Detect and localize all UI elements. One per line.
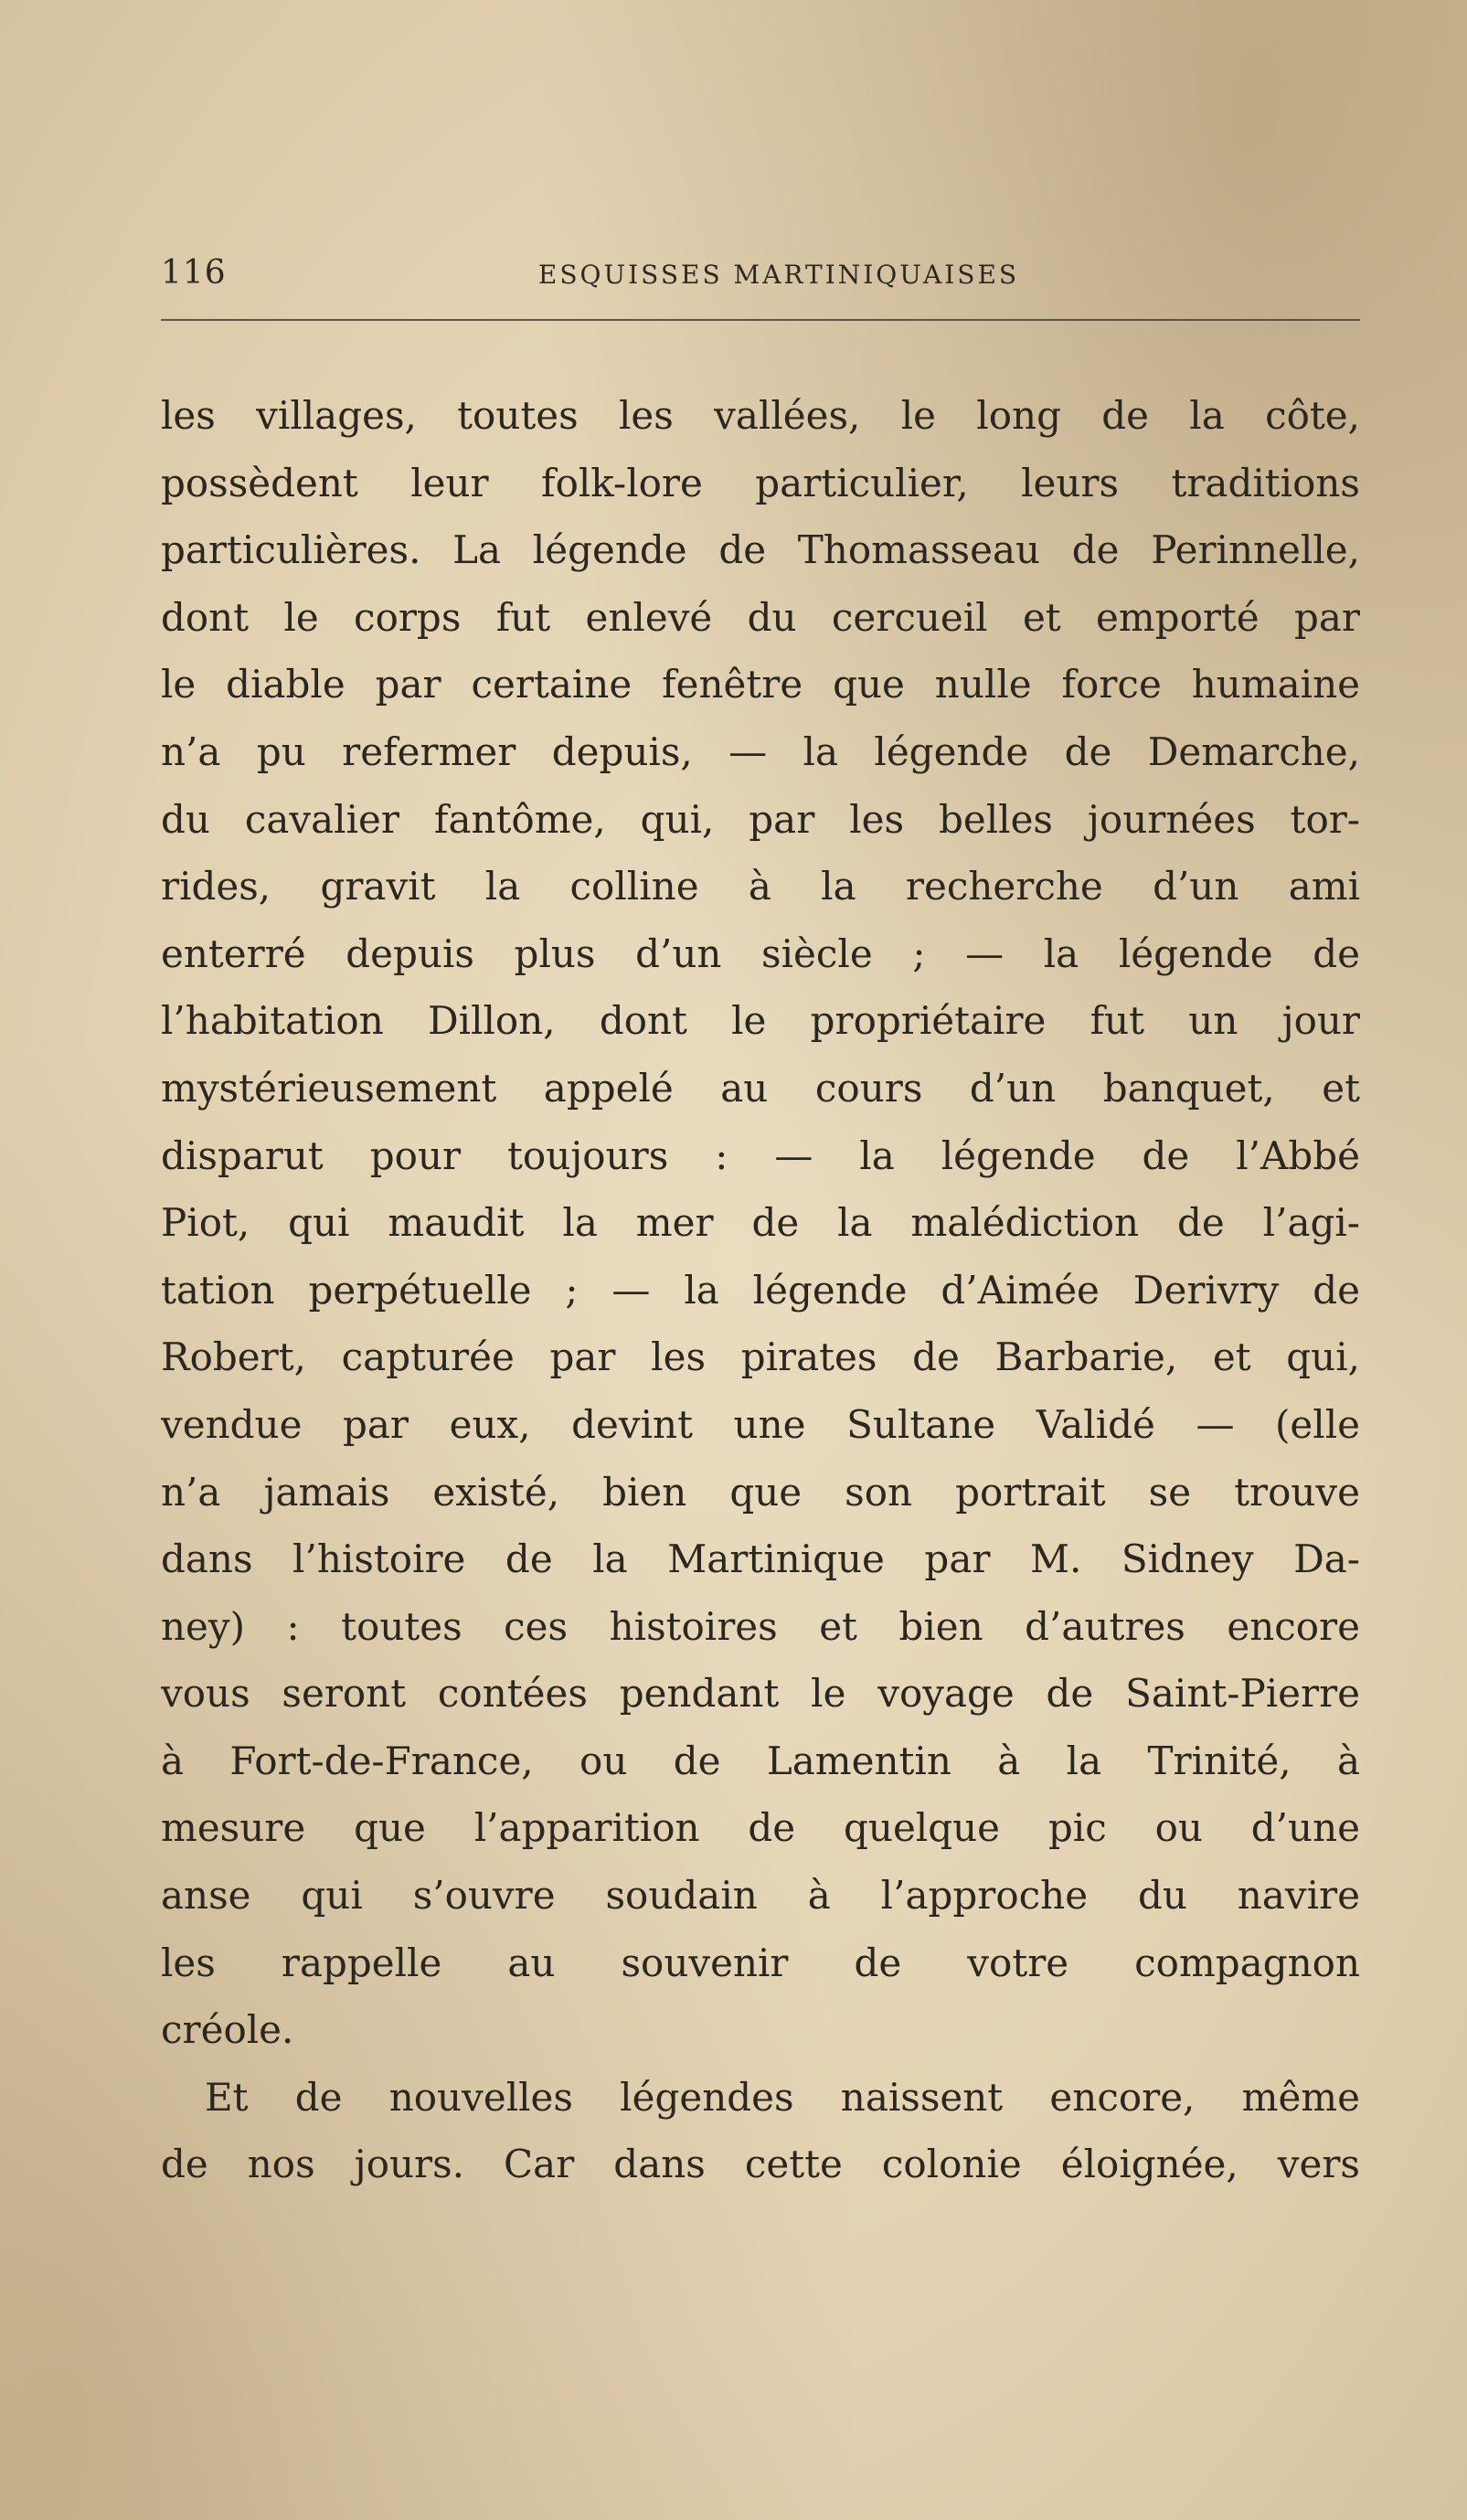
text-line: du cavalier fantôme, qui, par les belles journées tor-	[161, 796, 1360, 842]
text-line: possèdent leur folk-lore particulier, leurs traditions	[161, 460, 1360, 505]
text-line: disparut pour toujours : — la légende de l’Abbé	[161, 1132, 1360, 1178]
page-number: 116	[161, 254, 227, 292]
text-line: Piot, qui maudit la mer de la malédiction de l’agi-	[161, 1200, 1360, 1246]
text-line: n’a jamais existé, bien que son portrait se trouve	[161, 1469, 1360, 1515]
text-line: enterré depuis plus d’un siècle ; — la légende de	[161, 930, 1360, 976]
body-text	[161, 382, 1360, 2198]
text-line: dont le corps fut enlevé du cercueil et emporté par	[161, 594, 1360, 640]
text-line: à Fort-de-France, ou de Lamentin à la Trinité, à	[161, 1738, 1360, 1783]
text-line: vendue par eux, devint une Sultane Validé — (elle	[161, 1401, 1360, 1447]
running-head	[161, 254, 1360, 300]
text-line: l’habitation Dillon, dont le propriétaire fut un jour	[161, 998, 1360, 1044]
text-line: tation perpétuelle ; — la légende d’Aimée Derivry de	[161, 1267, 1360, 1313]
text-line: ney) : toutes ces histoires et bien d’autres encore	[161, 1603, 1360, 1649]
text-line: créole.	[161, 2007, 294, 2053]
text-line: le diable par certaine fenêtre que nulle force humaine	[161, 662, 1360, 707]
text-line: anse qui s’ouvre soudain à l’approche du navire	[161, 1873, 1360, 1919]
text-line: Et de nouvelles légendes naissent encore, même	[205, 2074, 1360, 2120]
header-rule	[161, 319, 1360, 321]
text-line: vous seront contées pendant le voyage de Saint-Pierre	[161, 1671, 1360, 1717]
text-line: les rappelle au souvenir de votre compagnon	[161, 1940, 1360, 1985]
text-line: n’a pu refermer depuis, — la légende de Demarche,	[161, 728, 1360, 774]
text-line: Robert, capturée par les pirates de Barbarie, et qui,	[161, 1334, 1360, 1380]
running-title: ESQUISSES MARTINIQUAISES	[537, 260, 1020, 290]
text-line: de nos jours. Car dans cette colonie éloignée, vers	[161, 2142, 1360, 2187]
text-line: mesure que l’apparition de quelque pic ou d’une	[161, 1805, 1360, 1851]
text-line: dans l’histoire de la Martinique par M. Sidney Da-	[161, 1536, 1360, 1582]
text-line: particulières. La légende de Thomasseau de Perinnelle,	[161, 527, 1360, 573]
text-line: les villages, toutes les vallées, le long de la côte,	[161, 393, 1360, 438]
text-line: rides, gravit la colline à la recherche d’un ami	[161, 864, 1360, 909]
text-line: mystérieusement appelé au cours d’un banquet, et	[161, 1065, 1360, 1111]
